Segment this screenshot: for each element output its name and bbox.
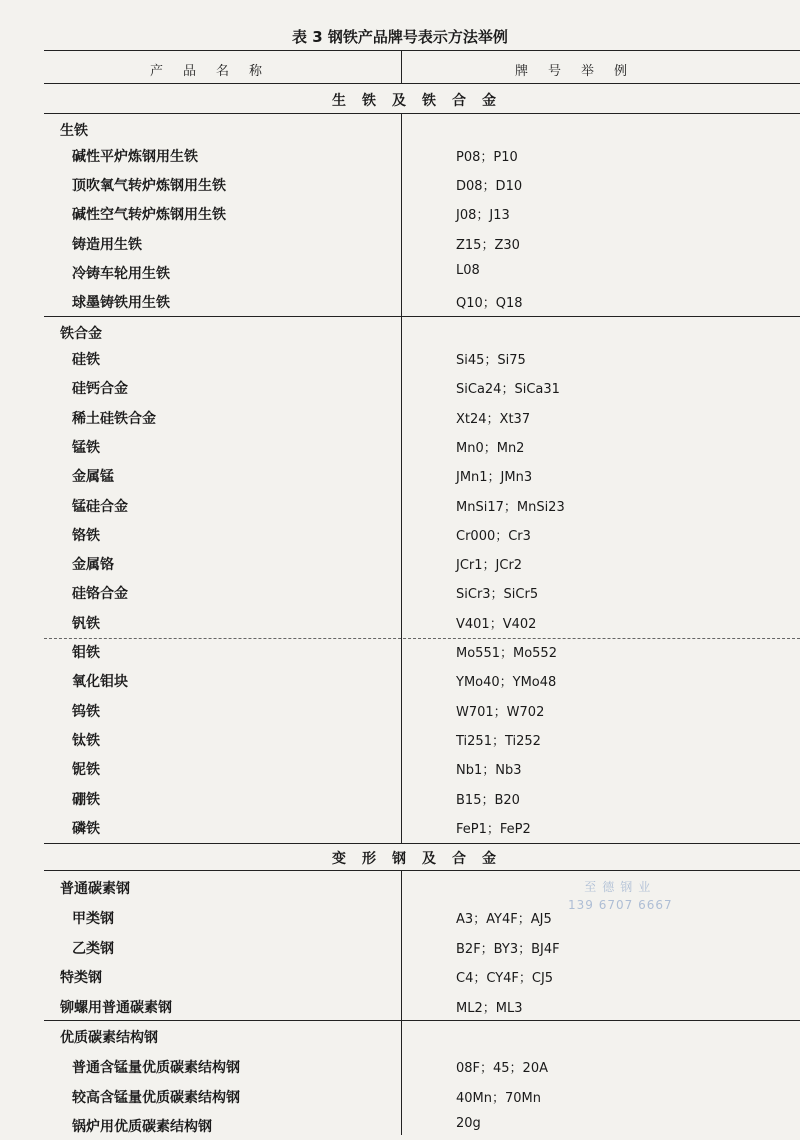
grade-example: MnSi17；MnSi23 bbox=[456, 499, 565, 515]
grade-example: FeP1；FeP2 bbox=[456, 821, 531, 837]
watermark bbox=[568, 878, 673, 914]
grade-example: W701；W702 bbox=[456, 704, 545, 720]
product-name: 钼铁 bbox=[72, 645, 100, 661]
product-name: 铌铁 bbox=[72, 762, 100, 779]
table-row bbox=[0, 1057, 800, 1081]
grade-example: B2F；BY3；BJ4F bbox=[456, 941, 560, 957]
table-row bbox=[0, 759, 800, 783]
table-row bbox=[0, 818, 800, 842]
table-row bbox=[0, 554, 800, 578]
table-row bbox=[0, 967, 800, 991]
table-row bbox=[0, 908, 800, 932]
grade-example: JCr1；JCr2 bbox=[456, 558, 523, 574]
page-title: 表 3 钢铁产品牌号表示方法举例 bbox=[292, 28, 508, 46]
column-header-product-name: 产品名称 bbox=[150, 64, 283, 79]
product-name: 稀土硅铁合金 bbox=[72, 410, 156, 427]
column-header-grade-example: 牌号举例 bbox=[515, 64, 648, 79]
product-name: 钛铁 bbox=[72, 732, 100, 749]
section-rule bbox=[44, 843, 800, 844]
grade-example: Q10；Q18 bbox=[456, 296, 523, 311]
table-row bbox=[0, 1027, 800, 1051]
grade-example: YMo40；YMo48 bbox=[456, 675, 557, 691]
product-name: 锰铁 bbox=[72, 439, 100, 456]
table-row bbox=[0, 1116, 800, 1140]
product-name: 磷铁 bbox=[72, 820, 100, 837]
table-row bbox=[0, 789, 800, 813]
product-name: 锰硅合金 bbox=[72, 498, 128, 515]
product-name: 铬铁 bbox=[72, 527, 100, 544]
table-row bbox=[0, 466, 800, 490]
table-row bbox=[0, 878, 800, 902]
grade-example: 20g bbox=[456, 1116, 481, 1132]
product-name: 氧化钼块 bbox=[72, 674, 128, 691]
section-title-pig-iron-ferroalloy: 生铁及铁合金 bbox=[332, 93, 512, 109]
table-row bbox=[0, 408, 800, 432]
table-row bbox=[0, 175, 800, 199]
table-row bbox=[0, 730, 800, 754]
table-row bbox=[0, 997, 800, 1021]
section-rule bbox=[44, 870, 800, 871]
grade-example: P08；P10 bbox=[456, 150, 518, 165]
table-row bbox=[0, 583, 800, 607]
product-name: 锅炉用优质碳素结构钢 bbox=[72, 1119, 212, 1136]
table-row bbox=[0, 146, 800, 170]
table-top-rule bbox=[44, 50, 800, 51]
grade-example: A3；AY4F；AJ5 bbox=[456, 911, 552, 927]
table-row bbox=[0, 349, 800, 373]
product-name: 普通含锰量优质碳素结构钢 bbox=[72, 1059, 240, 1076]
section-title-deformed-steel: 变形钢及合金 bbox=[332, 851, 512, 867]
grade-example: SiCa24；SiCa31 bbox=[456, 382, 560, 398]
table-row bbox=[0, 642, 800, 666]
product-name: 乙类钢 bbox=[72, 940, 114, 957]
table-row bbox=[0, 613, 800, 637]
row-rule bbox=[44, 638, 800, 639]
product-name: 特类钢 bbox=[60, 970, 102, 987]
product-name: 碱性空气转炉炼钢用生铁 bbox=[72, 207, 226, 224]
grade-example: B15；B20 bbox=[456, 792, 520, 808]
grade-example: 40Mn；70Mn bbox=[456, 1090, 541, 1106]
table-row bbox=[0, 437, 800, 461]
grade-example: Mo551；Mo552 bbox=[456, 646, 557, 661]
grade-example: Mn0；Mn2 bbox=[456, 440, 525, 456]
grade-example: L08 bbox=[456, 262, 480, 278]
grade-example: J08；J13 bbox=[456, 208, 510, 224]
product-name: 硅铁 bbox=[72, 352, 100, 368]
table-row bbox=[0, 204, 800, 228]
table-row bbox=[0, 938, 800, 962]
group-title-ferroalloy: 铁合金 bbox=[60, 326, 102, 342]
product-name: 硅铬合金 bbox=[72, 586, 128, 603]
grade-example: V401；V402 bbox=[456, 616, 537, 632]
grade-example: Cr000；Cr3 bbox=[456, 528, 531, 544]
table-row bbox=[0, 263, 800, 287]
product-name: 较高含锰量优质碳素结构钢 bbox=[72, 1089, 240, 1106]
column-divider bbox=[401, 50, 402, 84]
table-row bbox=[0, 701, 800, 725]
grade-example: JMn1；JMn3 bbox=[456, 470, 533, 486]
grade-example: Si45；Si75 bbox=[456, 353, 526, 368]
product-name: 硼铁 bbox=[72, 791, 100, 808]
product-name: 钨铁 bbox=[72, 703, 100, 720]
product-name: 普通碳素钢 bbox=[60, 881, 130, 897]
grade-example: D08；D10 bbox=[456, 179, 523, 195]
product-name: 球墨铸铁用生铁 bbox=[72, 295, 170, 311]
product-name: 铸造用生铁 bbox=[72, 236, 142, 253]
header-bottom-rule bbox=[44, 83, 800, 84]
product-name: 硅钙合金 bbox=[72, 381, 128, 398]
section-rule bbox=[44, 113, 800, 114]
grade-example: C4；CY4F；CJ5 bbox=[456, 971, 554, 987]
watermark-line-1: 至德钢业 bbox=[584, 880, 657, 894]
product-name: 顶吹氧气转炉炼钢用生铁 bbox=[72, 178, 226, 195]
group-rule bbox=[44, 316, 800, 317]
product-name: 甲类钢 bbox=[72, 910, 114, 927]
grade-example: Xt24；Xt37 bbox=[456, 411, 531, 427]
product-name: 冷铸车轮用生铁 bbox=[72, 265, 170, 282]
grade-example: ML2；ML3 bbox=[456, 1001, 523, 1017]
grade-example: SiCr3；SiCr5 bbox=[456, 587, 539, 603]
product-name: 铆螺用普通碳素钢 bbox=[60, 1000, 172, 1017]
table-row bbox=[0, 234, 800, 258]
product-name: 钒铁 bbox=[72, 615, 100, 632]
watermark-line-2: 139 6707 6667 bbox=[568, 898, 673, 912]
product-name: 碱性平炉炼钢用生铁 bbox=[72, 149, 198, 165]
grade-example: Z15；Z30 bbox=[456, 237, 520, 253]
table-row bbox=[0, 525, 800, 549]
table-row bbox=[0, 671, 800, 695]
table-row bbox=[0, 378, 800, 402]
table-row bbox=[0, 496, 800, 520]
product-name: 金属铬 bbox=[72, 557, 114, 574]
table-row bbox=[0, 292, 800, 316]
table-row bbox=[0, 1087, 800, 1111]
grade-example: Nb1；Nb3 bbox=[456, 763, 522, 779]
group-title-pig-iron: 生铁 bbox=[60, 123, 88, 139]
grade-example: Ti251；Ti252 bbox=[456, 733, 541, 749]
grade-example: 08F；45；20A bbox=[456, 1060, 548, 1076]
product-name: 金属锰 bbox=[72, 469, 114, 486]
product-name: 优质碳素结构钢 bbox=[60, 1030, 158, 1046]
